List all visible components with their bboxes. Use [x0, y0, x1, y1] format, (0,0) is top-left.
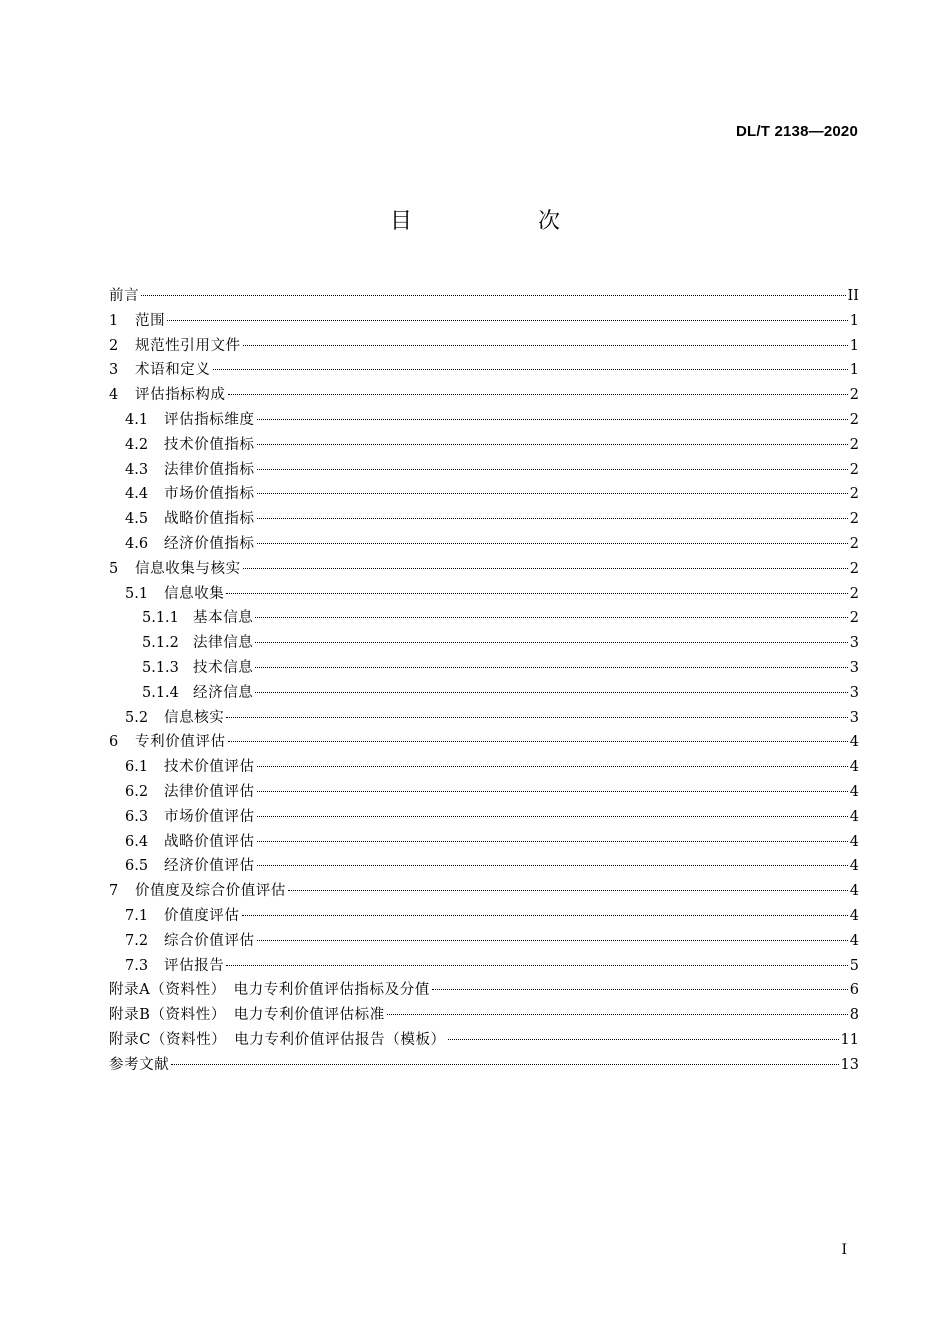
- toc-entry-number: 4.4: [125, 486, 149, 503]
- toc-entry-label: 附录C（资料性） 电力专利价值评估报告（模板）: [109, 1031, 446, 1048]
- toc-entry-page: 11: [840, 1031, 859, 1048]
- toc-dot-leader: [288, 889, 848, 891]
- toc-dot-leader: [242, 914, 848, 916]
- toc-entry[interactable]: [109, 458, 859, 483]
- toc-entry[interactable]: [109, 730, 859, 755]
- toc-entry-number: 7.2: [125, 932, 149, 949]
- toc-entry-number: 5: [109, 560, 119, 577]
- toc-entry-label: 专利价值评估: [135, 734, 226, 751]
- toc-dot-leader: [228, 740, 848, 742]
- toc-entry-label: 技术信息: [193, 659, 254, 676]
- toc-entry[interactable]: [109, 408, 859, 433]
- toc-entry[interactable]: [109, 954, 859, 979]
- toc-dot-leader: [255, 641, 847, 643]
- toc-dot-leader: [255, 666, 847, 668]
- toc-dot-leader: [257, 542, 848, 544]
- toc-entry-page: 4: [849, 932, 859, 949]
- toc-entry-page: 4: [849, 883, 859, 900]
- toc-entry-number: 5.2: [125, 709, 149, 726]
- toc-entry-number: 5.1: [125, 585, 149, 602]
- toc-entry-page: 4: [849, 808, 859, 825]
- toc-entry-number: 6: [109, 734, 119, 751]
- toc-entry[interactable]: [109, 805, 859, 830]
- toc-entry-page: 2: [849, 411, 859, 428]
- toc-entry-number: 1: [109, 312, 119, 329]
- toc-entry-number: 2: [109, 337, 119, 354]
- toc-entry[interactable]: [109, 1053, 859, 1078]
- toc-entry-label: 市场价值指标: [164, 486, 255, 503]
- toc-dot-leader: [141, 294, 845, 296]
- toc-entry-number: 4.2: [125, 436, 149, 453]
- toc-entry-number: 7: [109, 883, 119, 900]
- toc-entry[interactable]: [109, 383, 859, 408]
- toc-entry-page: 3: [849, 709, 859, 726]
- toc-entry-label: 参考文献: [109, 1056, 170, 1073]
- toc-entry-page: 1: [849, 362, 859, 379]
- toc-entry-label: 法律信息: [193, 635, 254, 652]
- toc-entry[interactable]: [109, 631, 859, 656]
- toc-entry[interactable]: [109, 606, 859, 631]
- toc-dot-leader: [257, 840, 848, 842]
- toc-entry-page: 4: [849, 907, 859, 924]
- toc-entry-number: 6.4: [125, 833, 149, 850]
- toc-entry-page: 1: [849, 337, 859, 354]
- toc-entry[interactable]: [109, 433, 859, 458]
- toc-entry-page: 13: [840, 1056, 859, 1073]
- toc-entry-number: 4.6: [125, 535, 149, 552]
- toc-entry-page: 2: [849, 461, 859, 478]
- toc-dot-leader: [257, 790, 848, 792]
- toc-dot-leader: [255, 616, 847, 618]
- toc-entry-number: 6.3: [125, 808, 149, 825]
- toc-entry-number: 7.1: [125, 907, 149, 924]
- toc-dot-leader: [448, 1038, 839, 1040]
- toc-entry-label: 市场价值评估: [164, 808, 255, 825]
- toc-entry-page: II: [847, 288, 859, 304]
- toc-dot-leader: [257, 765, 848, 767]
- toc-entry-number: 6.1: [125, 759, 149, 776]
- toc-entry-number: 3: [109, 362, 119, 379]
- table-of-contents: [109, 284, 859, 1078]
- toc-entry-label: 信息核实: [164, 709, 225, 726]
- toc-entry-page: 5: [849, 957, 859, 974]
- toc-entry-page: 1: [849, 312, 859, 329]
- toc-entry[interactable]: [109, 1003, 859, 1028]
- toc-dot-leader: [257, 815, 848, 817]
- toc-dot-leader: [171, 1063, 838, 1065]
- toc-entry[interactable]: [109, 532, 859, 557]
- toc-dot-leader: [255, 691, 847, 693]
- toc-entry[interactable]: [109, 879, 859, 904]
- toc-entry-label: 前言: [109, 288, 140, 304]
- toc-entry-label: 经济价值评估: [164, 858, 255, 875]
- document-code: DL/T 2138—2020: [735, 123, 858, 140]
- toc-entry-page: 4: [849, 833, 859, 850]
- toc-entry-label: 技术价值指标: [164, 436, 255, 453]
- toc-dot-leader: [257, 492, 848, 494]
- toc-entry-page: 3: [849, 635, 859, 652]
- toc-entry-number: 7.3: [125, 957, 149, 974]
- toc-dot-leader: [257, 939, 848, 941]
- toc-entry[interactable]: [109, 706, 859, 731]
- toc-entry-label: 评估报告: [164, 957, 225, 974]
- page-number: I: [841, 1242, 847, 1258]
- toc-dot-leader: [432, 988, 848, 990]
- toc-entry-page: 8: [849, 1007, 859, 1024]
- toc-entry-page: 4: [849, 858, 859, 875]
- toc-entry-number: 4.3: [125, 461, 149, 478]
- toc-entry-number: 6.5: [125, 858, 149, 875]
- toc-entry[interactable]: [109, 1028, 859, 1053]
- toc-dot-leader: [243, 567, 848, 569]
- toc-dot-leader: [387, 1013, 848, 1015]
- toc-dot-leader: [257, 468, 848, 470]
- toc-entry-label: 法律价值评估: [164, 783, 255, 800]
- toc-entry-label: 价值度评估: [164, 907, 240, 924]
- toc-entry-label: 技术价值评估: [164, 759, 255, 776]
- toc-entry-page: 6: [849, 982, 859, 999]
- toc-entry-label: 信息收集: [164, 585, 225, 602]
- toc-entry-number: 5.1.4: [142, 684, 179, 701]
- toc-entry[interactable]: [109, 978, 859, 1003]
- toc-entry-page: 2: [849, 486, 859, 503]
- toc-entry-label: 信息收集与核实: [135, 560, 241, 577]
- toc-dot-leader: [226, 716, 847, 718]
- toc-entry-page: 4: [849, 734, 859, 751]
- toc-entry-label: 价值度及综合价值评估: [135, 883, 286, 900]
- toc-entry-number: 5.1.1: [142, 610, 179, 627]
- toc-dot-leader: [226, 592, 847, 594]
- toc-entry[interactable]: [109, 830, 859, 855]
- toc-entry-label: 附录B（资料性） 电力专利价值评估标准: [109, 1007, 385, 1024]
- toc-entry-page: 2: [849, 560, 859, 577]
- toc-entry-number: 5.1.2: [142, 635, 179, 652]
- toc-entry[interactable]: [109, 656, 859, 681]
- toc-entry-label: 经济信息: [193, 684, 254, 701]
- toc-entry[interactable]: [109, 582, 859, 607]
- toc-dot-leader: [243, 344, 848, 346]
- toc-entry-page: 2: [849, 436, 859, 453]
- toc-entry-label: 法律价值指标: [164, 461, 255, 478]
- toc-entry-label: 术语和定义: [135, 362, 211, 379]
- toc-dot-leader: [226, 964, 847, 966]
- toc-dot-leader: [257, 864, 848, 866]
- toc-entry[interactable]: [109, 929, 859, 954]
- toc-entry[interactable]: [109, 904, 859, 929]
- toc-entry[interactable]: [109, 284, 859, 309]
- toc-entry-number: 4.1: [125, 411, 149, 428]
- toc-entry-page: 2: [849, 610, 859, 627]
- toc-entry[interactable]: [109, 358, 859, 383]
- toc-entry-number: 6.2: [125, 783, 149, 800]
- toc-entry-number: 4.5: [125, 511, 149, 528]
- toc-title: 目 次: [389, 209, 612, 234]
- toc-entry[interactable]: [109, 854, 859, 879]
- toc-entry[interactable]: [109, 681, 859, 706]
- toc-entry-label: 规范性引用文件: [135, 337, 241, 354]
- toc-entry-page: 2: [849, 387, 859, 404]
- toc-entry-label: 评估指标维度: [164, 411, 255, 428]
- toc-entry[interactable]: [109, 755, 859, 780]
- toc-dot-leader: [257, 418, 848, 420]
- toc-entry[interactable]: [109, 507, 859, 532]
- toc-dot-leader: [167, 319, 848, 321]
- toc-entry[interactable]: [109, 780, 859, 805]
- toc-entry-page: 2: [849, 511, 859, 528]
- toc-dot-leader: [257, 517, 848, 519]
- toc-entry-page: 3: [849, 684, 859, 701]
- toc-entry-label: 范围: [135, 312, 166, 329]
- toc-dot-leader: [257, 443, 848, 445]
- toc-entry-label: 综合价值评估: [164, 932, 255, 949]
- toc-entry-page: 3: [849, 659, 859, 676]
- toc-entry[interactable]: [109, 334, 859, 359]
- toc-entry-label: 战略价值评估: [164, 833, 255, 850]
- toc-entry-page: 4: [849, 759, 859, 776]
- toc-entry-number: 4: [109, 387, 119, 404]
- toc-entry-page: 4: [849, 783, 859, 800]
- toc-dot-leader: [213, 368, 848, 370]
- toc-entry-label: 评估指标构成: [135, 387, 226, 404]
- toc-entry[interactable]: [109, 482, 859, 507]
- toc-dot-leader: [228, 393, 848, 395]
- toc-entry-number: 5.1.3: [142, 659, 179, 676]
- toc-entry[interactable]: [109, 309, 859, 334]
- toc-entry-label: 战略价值指标: [164, 511, 255, 528]
- toc-entry-label: 基本信息: [193, 610, 254, 627]
- toc-entry-page: 2: [849, 585, 859, 602]
- toc-entry-label: 经济价值指标: [164, 535, 255, 552]
- toc-entry-label: 附录A（资料性） 电力专利价值评估指标及分值: [109, 982, 430, 999]
- toc-entry[interactable]: [109, 557, 859, 582]
- toc-entry-page: 2: [849, 535, 859, 552]
